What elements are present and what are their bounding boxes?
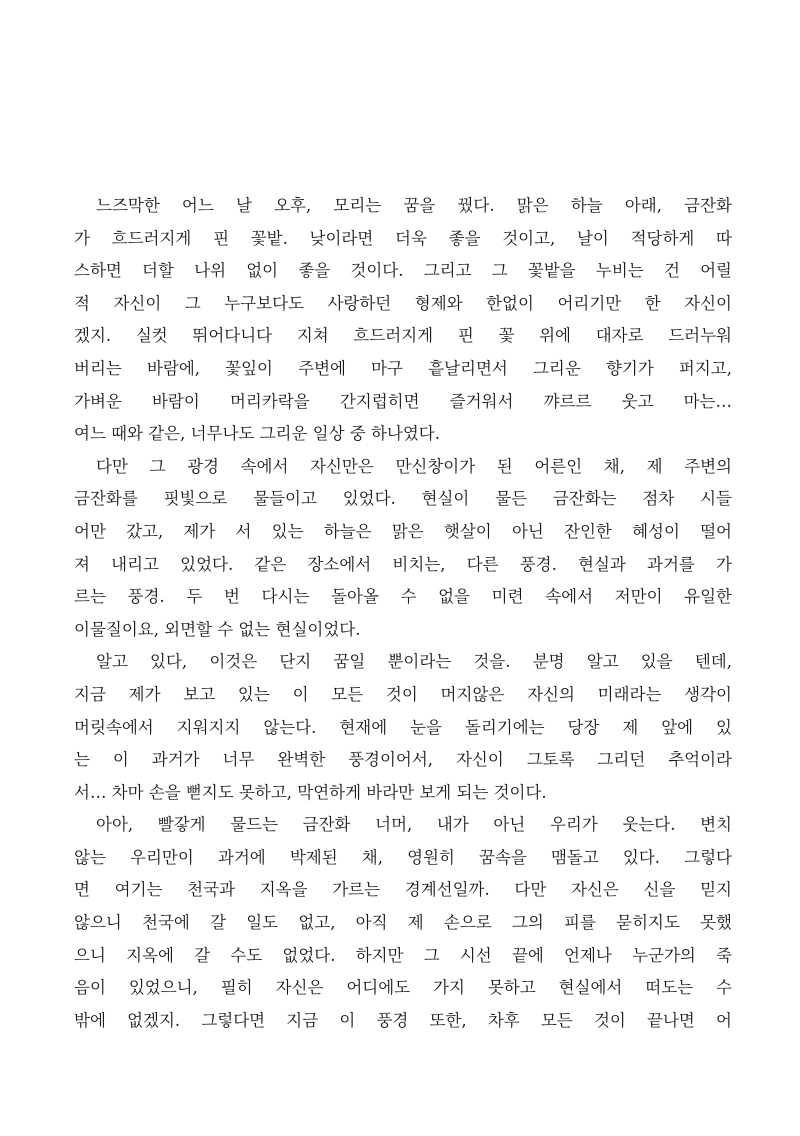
text-line: 적 자신이 그 누구보다도 사랑하던 형제와 한없이 어리기만 한 자신이 bbox=[74, 293, 732, 313]
text-line: 서… 차마 손을 뻗지도 못하고, 막연하게 바라만 보게 되는 것이다. bbox=[74, 782, 547, 802]
body-text bbox=[74, 190, 732, 1037]
text-line: 어만 갔고, 제가 서 있는 하늘은 맑은 햇살이 아닌 잔인한 혜성이 떨어 bbox=[74, 521, 732, 541]
text-line: 가 흐드러지게 핀 꽃밭. 낮이라면 더욱 좋을 것이고, 날이 적당하게 따 bbox=[74, 228, 732, 248]
text-line: 음이 있었으니, 필히 자신은 어디에도 가지 못하고 현실에서 떠도는 수 bbox=[74, 978, 732, 998]
text-line: 이물질이요, 외면할 수 없는 현실이었다. bbox=[74, 619, 361, 639]
text-line: 가벼운 바람이 머리카락을 간지럽히면 즐거워서 꺄르르 웃고 마는… bbox=[74, 391, 732, 411]
text-line: 지금 제가 보고 있는 이 모든 것이 머지않은 자신의 미래라는 생각이 bbox=[74, 684, 732, 704]
text-line: 아아, 빨갛게 물드는 금잔화 너머, 내가 아닌 우리가 웃는다. 변치 bbox=[96, 815, 732, 835]
text-line: 머릿속에서 지워지지 않는다. 현재에 눈을 돌리기에는 당장 제 앞에 있 bbox=[74, 717, 732, 737]
text-line: 으니 지옥에 갈 수도 없었다. 하지만 그 시선 끝에 언제나 누군가의 죽 bbox=[74, 945, 732, 965]
text-line: 알고 있다, 이것은 단지 꿈일 뿐이라는 것을. 분명 알고 있을 텐데, bbox=[96, 652, 732, 672]
text-line: 르는 풍경. 두 번 다시는 돌아올 수 없을 미련 속에서 저만이 유일한 bbox=[74, 587, 732, 607]
text-line: 밖에 없겠지. 그렇다면 지금 이 풍경 또한, 차후 모든 것이 끝나면 어 bbox=[74, 1010, 732, 1030]
text-line: 면 여기는 천국과 지옥을 가르는 경계선일까. 다만 자신은 신을 믿지 bbox=[74, 880, 732, 900]
text-line: 스하면 더할 나위 없이 좋을 것이다. 그리고 그 꽃밭을 누비는 건 어릴 bbox=[74, 261, 732, 281]
text-line: 않는 우리만이 과거에 박제된 채, 영원히 꿈속을 맴돌고 있다. 그렇다 bbox=[74, 847, 732, 867]
text-line: 않으니 천국에 갈 일도 없고, 아직 제 손으로 그의 피를 묻히지도 못했 bbox=[74, 913, 732, 933]
text-line: 는 이 과거가 너무 완벽한 풍경이어서, 자신이 그토록 그리던 추억이라 bbox=[74, 750, 732, 770]
text-line: 버리는 바람에, 꽃잎이 주변에 마구 흩날리면서 그리운 향기가 퍼지고, bbox=[74, 358, 732, 378]
text-line: 여느 때와 같은, 너무나도 그리운 일상 중 하나였다. bbox=[74, 424, 440, 444]
text-line: 겠지. 실컷 뛰어다니다 지쳐 흐드러지게 핀 꽃 위에 대자로 드러누워 bbox=[74, 326, 732, 346]
text-line: 금잔화를 핏빛으로 물들이고 있었다. 현실이 물든 금잔화는 점차 시들 bbox=[74, 489, 732, 509]
text-line: 느즈막한 어느 날 오후, 모리는 꿈을 꿨다. 맑은 하늘 아래, 금잔화 bbox=[96, 196, 732, 215]
text-line: 다만 그 광경 속에서 자신만은 만신창이가 된 어른인 채, 제 주변의 bbox=[96, 456, 732, 476]
text-line: 져 내리고 있었다. 같은 장소에서 비치는, 다른 풍경. 현실과 과거를 가 bbox=[74, 554, 732, 574]
